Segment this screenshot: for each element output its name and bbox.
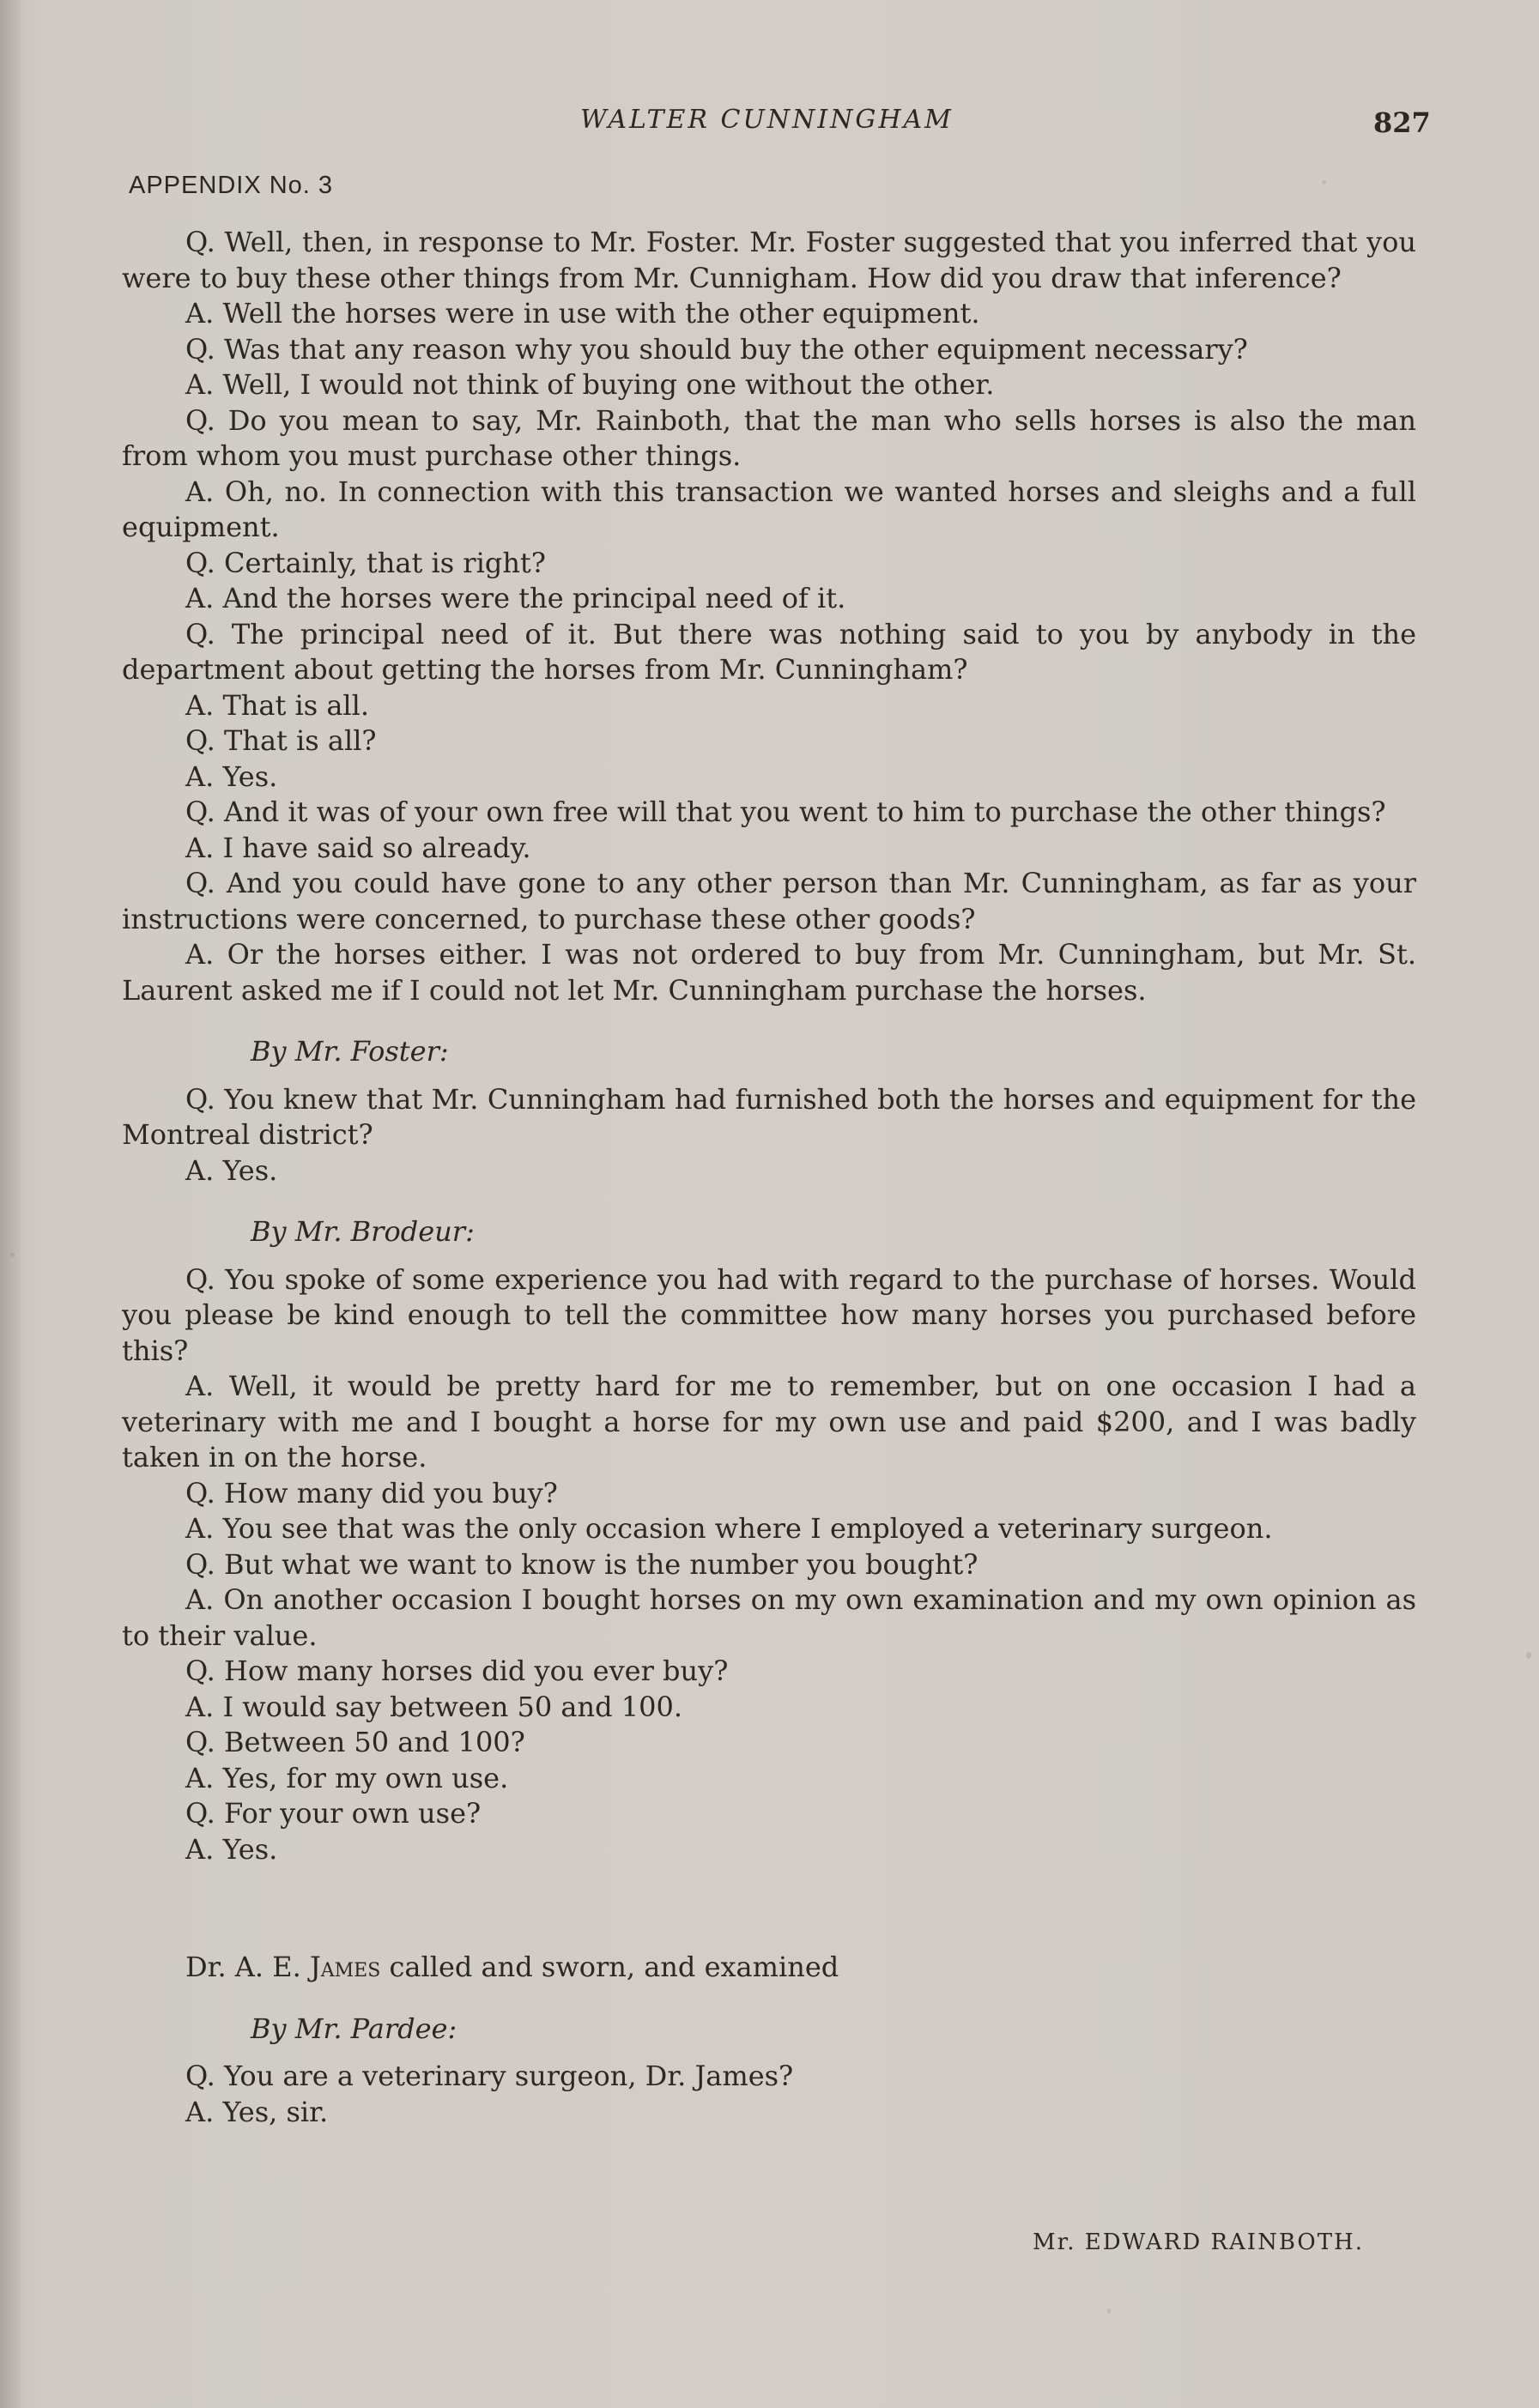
appendix-label: APPENDIX No. 3 [129,172,334,199]
witness-suffix: called and sworn, and examined [389,1951,839,1983]
paragraph: Q. You spoke of some experience you had with regard to the purchase of horses. Would you please be kind enough to tell the committee how many horses you purchased before this? [122,1262,1416,1367]
paragraph: Q. Was that any reason why you should buy the other equipment necessary? [185,332,1248,366]
witness-name: James [309,1951,381,1983]
paragraph: A. Oh, no. In connection with this transaction we wanted horses and sleighs and a full equipment. [122,475,1416,543]
testimony-body [122,225,1416,2130]
paragraph: A. I would say between 50 and 100. [185,1690,682,1723]
examiner-heading-pardee: By Mr. Pardee: [251,2012,457,2045]
paragraph: A. Well, it would be pretty hard for me to remember, but on one occasion I had a veterinary with me and I bought a horse for my own use and paid $200, and I was badly taken in on the horse. [122,1370,1416,1473]
witness-prefix: Dr. A. E. [185,1951,301,1983]
paragraph: A. Yes, for my own use. [185,1761,509,1794]
spacer [122,1986,1416,2012]
examiner-heading-brodeur: By Mr. Brodeur: [251,1215,475,1248]
paragraph: Q. Between 50 and 100? [185,1726,525,1758]
section-1 [122,225,1416,1008]
footer-witness-name: Mr. EDWARD RAINBOTH. [1033,2230,1364,2255]
paragraph: Q. For your own use? [185,1797,482,1830]
witness-sworn-line [122,1950,1416,1986]
examiner-heading-foster: By Mr. Foster: [251,1035,449,1068]
paragraph: Q. But what we want to know is the number you bought? [185,1547,979,1581]
paragraph: A. You see that was the only occasion where I employed a veterinary surgeon. [185,1512,1273,1545]
paragraph: Q. And you could have gone to any other person than Mr. Cunningham, as far as your instructions were concerned, to purchase these other goods? [122,867,1416,935]
paragraph: Q. Do you mean to say, Mr. Rainboth, that the man who sells horses is also the man from whom you must purchase other things. [122,403,1416,472]
paragraph: Q. The principal need of it. But there was nothing said to you by anybody in the department about getting the horses from Mr. Cunningham? [122,617,1416,686]
paragraph: A. And the horses were the principal need of it. [185,582,846,614]
paragraph: A. I have said so already. [185,831,531,864]
paragraph: A. Yes. [185,1153,278,1187]
paragraph: Q. How many horses did you ever buy? [185,1655,729,1687]
paragraph: A. On another occasion I bought horses on my own examination and my own opinion as to their value. [122,1583,1416,1652]
paper-speck [1107,2308,1111,2314]
spacer [122,1008,1416,1034]
page-number: 827 [1373,106,1431,139]
paragraph: A. Well, I would not think of buying one without the other. [185,368,995,401]
paragraph: Q. Well, then, in response to Mr. Foster. Mr. Foster suggested that you inferred that you were to buy these other things from Mr. Cunnigham. How did you draw that inference? [122,226,1416,294]
paper-speck [1322,180,1326,185]
paragraph: Q. You knew that Mr. Cunningham had furnished both the horses and equipment for the Montreal district? [122,1082,1416,1151]
paragraph: A. Or the horses either. I was not ordered to buy from Mr. Cunningham, but Mr. St. Laurent asked me if I could not let Mr. Cunningham purchase the horses. [122,938,1416,1007]
paragraph: A. That is all. [185,688,370,722]
paragraph: A. Well the horses were in use with the other equipment. [185,297,980,330]
paragraph: Q. How many did you buy? [185,1476,558,1510]
running-head [0,101,1539,153]
page-binding-shadow [0,0,21,2408]
paper-speck [1526,1652,1531,1659]
paragraph: A. Yes. [185,1832,278,1866]
paragraph: A. Yes, sir. [185,2095,329,2128]
spacer [122,1189,1416,1214]
spacer [122,1867,1416,1950]
running-title: WALTER CUNNINGHAM [580,105,954,135]
section-4 [122,2059,1416,2130]
paragraph: Q. You are a veterinary surgeon, Dr. James? [185,2060,794,2092]
paragraph: A. Yes. [185,759,278,793]
section-3 [122,1262,1416,1868]
paragraph: Q. Certainly, that is right? [185,546,546,579]
paragraph: Q. That is all? [185,724,377,757]
paragraph: Q. And it was of your own free will that you went to him to purchase the other things? [185,796,1386,828]
section-2 [122,1082,1416,1189]
paper-speck [10,1253,15,1257]
